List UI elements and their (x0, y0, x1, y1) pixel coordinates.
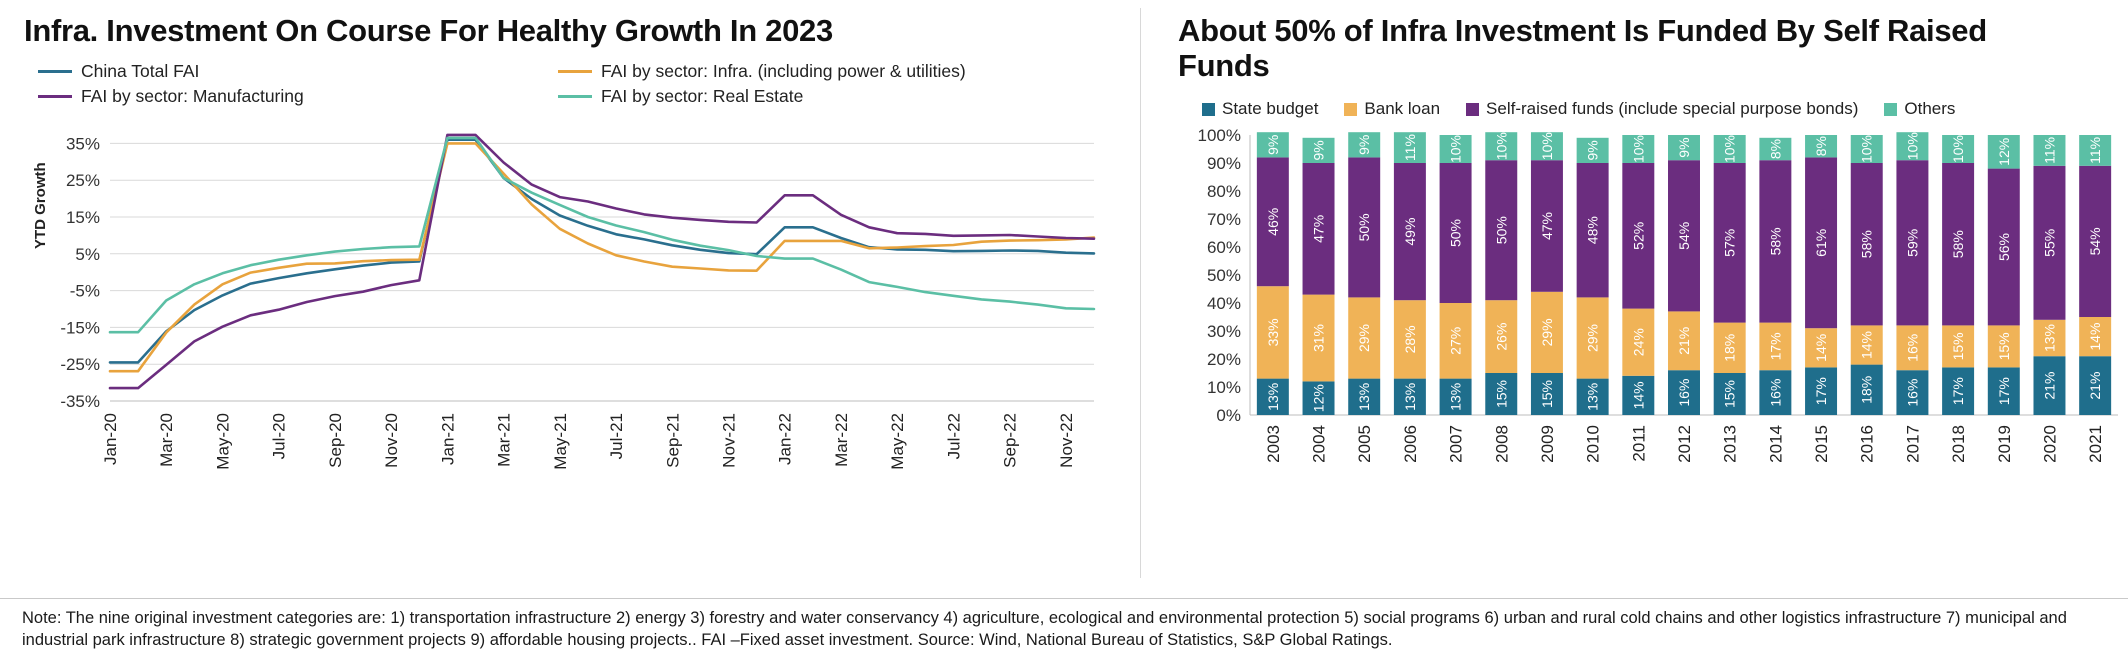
y-tick-label: 40% (1206, 294, 1241, 314)
legend-item-infra (558, 61, 1038, 82)
bar-segment-label: 9% (1356, 135, 1373, 156)
x-tick-label: Nov-21 (719, 412, 739, 468)
legend-item-real-estate (558, 86, 1038, 107)
bar-segment-label: 14% (1630, 381, 1647, 410)
bar-segment-label: 54% (2087, 227, 2104, 256)
bar-segment-label: 18% (1858, 376, 1875, 405)
x-tick-label: Jan-22 (775, 412, 795, 465)
bar-segment-label: 27% (1447, 327, 1464, 356)
legend-swatch-icon (558, 95, 592, 98)
legend-item-others (1884, 99, 1955, 119)
y-tick-label: 20% (1206, 350, 1241, 370)
x-tick-label: Sep-20 (325, 412, 345, 468)
bar-segment-label: 13% (1447, 383, 1464, 412)
x-tick-label: Sep-21 (663, 412, 683, 468)
legend-label: State budget (1222, 99, 1319, 119)
x-tick-label: 2010 (1583, 425, 1603, 464)
bar-chart-title: About 50% of Infra Investment Is Funded By Self Raised Funds (1178, 13, 1987, 83)
bar-segment-label: 11% (1401, 134, 1418, 162)
bar-segment-label: 14% (2087, 323, 2104, 352)
bar-segment-label: 59% (1904, 229, 1921, 258)
legend-label: Others (1904, 99, 1956, 119)
y-tick-label: 60% (1206, 238, 1241, 258)
y-tick-label: 10% (1206, 378, 1241, 398)
line-chart-legend (38, 61, 1038, 107)
y-tick-label: 90% (1206, 154, 1241, 174)
bar-chart-svg (1178, 125, 2128, 555)
bar-segment-label: 9% (1264, 135, 1281, 156)
bar-segment-label: 11% (2041, 137, 2058, 165)
x-tick-label: Jul-21 (607, 412, 627, 460)
bar-segment-label: 13% (1584, 383, 1601, 412)
bar-segment-label: 16% (1904, 334, 1921, 363)
x-tick-label: 2015 (1812, 425, 1832, 464)
legend-item-manufacturing (38, 86, 558, 107)
bar-segment-label: 15% (1538, 380, 1555, 409)
line-chart-title: Infra. Investment On Course For Healthy Growth In 2023 (24, 13, 833, 48)
bar-segment-label: 14% (1858, 331, 1875, 360)
y-tick-label: 25% (65, 170, 100, 190)
legend-item-china-total-fai (38, 61, 558, 82)
bar-segment-label: 17% (1950, 377, 1967, 406)
line-series-china-total-fai (110, 139, 1094, 362)
bar-segment-label: 48% (1584, 216, 1601, 245)
bar-chart-panel (1160, 0, 2128, 588)
legend-label: FAI by sector: Manufacturing (81, 85, 304, 106)
bar-segment-label: 50% (1493, 216, 1510, 245)
bar-segment-label: 9% (1584, 140, 1601, 161)
bar-segment-label: 56% (1995, 233, 2012, 262)
bar-segment-label: 15% (1950, 332, 1967, 361)
x-tick-label: 2016 (1857, 425, 1877, 464)
bar-chart-legend (1202, 99, 2118, 119)
bar-segment-label: 10% (1904, 132, 1921, 161)
legend-swatch-icon (38, 95, 72, 98)
x-tick-label: 2021 (2086, 425, 2106, 464)
legend-label: FAI by sector: Infra. (including power & utilities) (601, 60, 966, 81)
bar-segment-label: 13% (1356, 383, 1373, 412)
bar-segment-label: 10% (1630, 135, 1647, 164)
bar-segment-label: 8% (1813, 136, 1830, 157)
bar-segment-label: 29% (1584, 324, 1601, 353)
bar-segment-label: 33% (1264, 318, 1281, 347)
y-tick-label: 15% (65, 207, 100, 227)
x-tick-label: 2013 (1720, 425, 1740, 464)
legend-swatch-icon (1466, 103, 1479, 116)
bar-segment-label: 58% (1858, 230, 1875, 259)
bar-segment-label: 16% (1676, 379, 1692, 408)
bar-segment-label: 15% (1721, 380, 1738, 409)
y-tick-label: 35% (65, 134, 100, 154)
y-tick-label: 100% (1197, 126, 1241, 146)
x-tick-label: Nov-22 (1056, 412, 1076, 468)
bar-segment-label: 52% (1630, 222, 1647, 251)
panel-divider (1140, 8, 1141, 578)
y-tick-label: -15% (60, 318, 100, 338)
bar-segment-label: 9% (1310, 140, 1327, 161)
bar-segment-label: 17% (1813, 377, 1830, 406)
x-tick-label: Jul-20 (269, 412, 289, 460)
line-series-fai-by-sector-manufacturing (110, 135, 1094, 388)
bar-segment-label: 58% (1767, 227, 1784, 256)
line-chart-panel (0, 0, 1148, 588)
legend-item-state-budget (1202, 99, 1318, 119)
bar-segment-label: 10% (1493, 132, 1510, 161)
y-tick-label: 30% (1206, 322, 1241, 342)
bar-segment-label: 10% (1538, 132, 1555, 161)
bar-segment-label: 31% (1310, 324, 1327, 353)
x-tick-label: Mar-21 (494, 412, 514, 467)
y-tick-label: -5% (69, 281, 100, 301)
bar-segment-label: 13% (1401, 383, 1418, 412)
bar-segment-label: 13% (2041, 324, 2058, 353)
x-tick-label: 2012 (1675, 425, 1694, 464)
x-tick-label: May-22 (888, 412, 908, 470)
x-tick-label: 2019 (1994, 425, 2014, 464)
legend-item-bank-loan (1344, 99, 1440, 119)
legend-item-self-raised (1466, 99, 1858, 119)
y-tick-label: 80% (1206, 182, 1241, 202)
footnote: Note: The nine original investment categories are: 1) transportation infrastructure 2) energy 3) forestry and water conservancy 4) agriculture, ecological and environmental protection 5) social programs 6) urban and rural cold chains and other logistics infrastructure 7) municipal and industrial park infrastructure 8) strategic government projects 9) affordable housing projects.. FAI –Fixed asset investment. Source: Wind, National Bureau of Statistics, S&P Global Ratings. (0, 598, 2128, 652)
x-tick-label: Mar-20 (157, 412, 177, 467)
y-tick-label: 5% (75, 244, 100, 264)
bar-segment-label: 29% (1538, 318, 1555, 347)
bar-segment-label: 50% (1356, 213, 1373, 242)
bar-segment-label: 29% (1356, 324, 1373, 353)
legend-label: China Total FAI (81, 60, 200, 81)
bar-segment-label: 21% (2041, 372, 2058, 401)
y-tick-label: -35% (60, 391, 100, 411)
x-tick-label: 2005 (1355, 425, 1375, 464)
x-tick-label: May-21 (550, 412, 570, 470)
bar-segment-label: 11% (2087, 137, 2104, 165)
bar-segment-label: 58% (1950, 230, 1967, 259)
bar-segment-label: 47% (1310, 215, 1327, 244)
bar-segment-label: 54% (1676, 222, 1692, 251)
y-tick-label: -25% (60, 354, 100, 374)
x-tick-label: Jul-22 (944, 412, 964, 460)
bar-segment-label: 10% (1858, 135, 1875, 164)
x-tick-label: Nov-20 (382, 412, 402, 468)
bar-segment-label: 16% (1904, 379, 1921, 408)
bar-segment-label: 8% (1767, 139, 1784, 160)
bar-segment-label: 24% (1630, 328, 1647, 357)
x-tick-label: 2008 (1492, 425, 1512, 464)
legend-swatch-icon (38, 70, 72, 73)
legend-swatch-icon (1884, 103, 1897, 116)
x-tick-label: 2006 (1400, 425, 1420, 464)
legend-label: Self-raised funds (include special purpose bonds) (1486, 99, 1859, 119)
bar-segment-label: 12% (1310, 384, 1327, 413)
x-tick-label: 2018 (1949, 425, 1969, 464)
bar-segment-label: 9% (1676, 137, 1692, 159)
bar-segment-label: 47% (1538, 212, 1555, 241)
bar-segment-label: 10% (1447, 135, 1464, 164)
legend-label: FAI by sector: Real Estate (601, 85, 804, 106)
x-tick-label: 2009 (1537, 425, 1557, 464)
bar-segment-label: 12% (1995, 138, 2012, 167)
bar-segment-label: 49% (1401, 218, 1418, 247)
y-tick-label: 0% (1216, 406, 1241, 426)
x-tick-label: Sep-22 (1000, 412, 1020, 468)
bar-segment-label: 50% (1447, 219, 1464, 248)
x-tick-label: 2020 (2040, 425, 2060, 464)
x-tick-label: 2011 (1629, 425, 1649, 462)
bar-segment-label: 10% (1721, 135, 1738, 164)
bar-segment-label: 21% (2087, 372, 2104, 401)
legend-swatch-icon (558, 70, 592, 73)
x-tick-label: 2003 (1263, 425, 1283, 464)
bar-segment-label: 57% (1721, 229, 1738, 258)
bar-segment-label: 21% (1676, 327, 1692, 356)
bar-segment-label: 17% (1767, 332, 1784, 361)
bar-segment-label: 46% (1264, 208, 1281, 237)
legend-label: Bank loan (1364, 99, 1441, 119)
bar-segment-label: 26% (1493, 323, 1510, 352)
x-tick-label: May-20 (213, 412, 233, 470)
x-tick-label: Mar-22 (831, 412, 851, 467)
bar-segment-label: 15% (1493, 380, 1510, 409)
x-tick-label: 2004 (1309, 425, 1329, 464)
bar-segment-label: 61% (1813, 229, 1830, 258)
x-tick-label: 2007 (1446, 425, 1466, 464)
bar-segment-label: 13% (1264, 383, 1281, 412)
x-tick-label: 2014 (1766, 425, 1786, 464)
legend-swatch-icon (1344, 103, 1357, 116)
bar-segment-label: 18% (1721, 334, 1738, 363)
line-series-fai-by-sector-infra-including-power-utilities (110, 143, 1094, 371)
bar-segment-label: 28% (1401, 325, 1418, 354)
x-tick-label: 2017 (1903, 425, 1923, 464)
bar-segment-label: 10% (1950, 135, 1967, 164)
bar-segment-label: 16% (1767, 379, 1784, 408)
bar-chart-plot-area (1178, 125, 2128, 565)
legend-swatch-icon (1202, 103, 1215, 116)
x-tick-label: Jan-21 (438, 412, 458, 465)
bar-segment-label: 17% (1995, 377, 2012, 406)
line-chart-plot-area (24, 111, 1114, 541)
y-tick-label: 50% (1206, 266, 1241, 286)
bar-segment-label: 14% (1813, 334, 1830, 363)
bar-segment-label: 55% (2041, 229, 2058, 258)
y-tick-label: 70% (1206, 210, 1241, 230)
bar-segment-label: 15% (1995, 332, 2012, 361)
line-chart-svg (24, 111, 1114, 541)
line-chart-y-axis-label: YTD Growth (32, 162, 49, 249)
x-tick-label: Jan-20 (101, 412, 120, 465)
